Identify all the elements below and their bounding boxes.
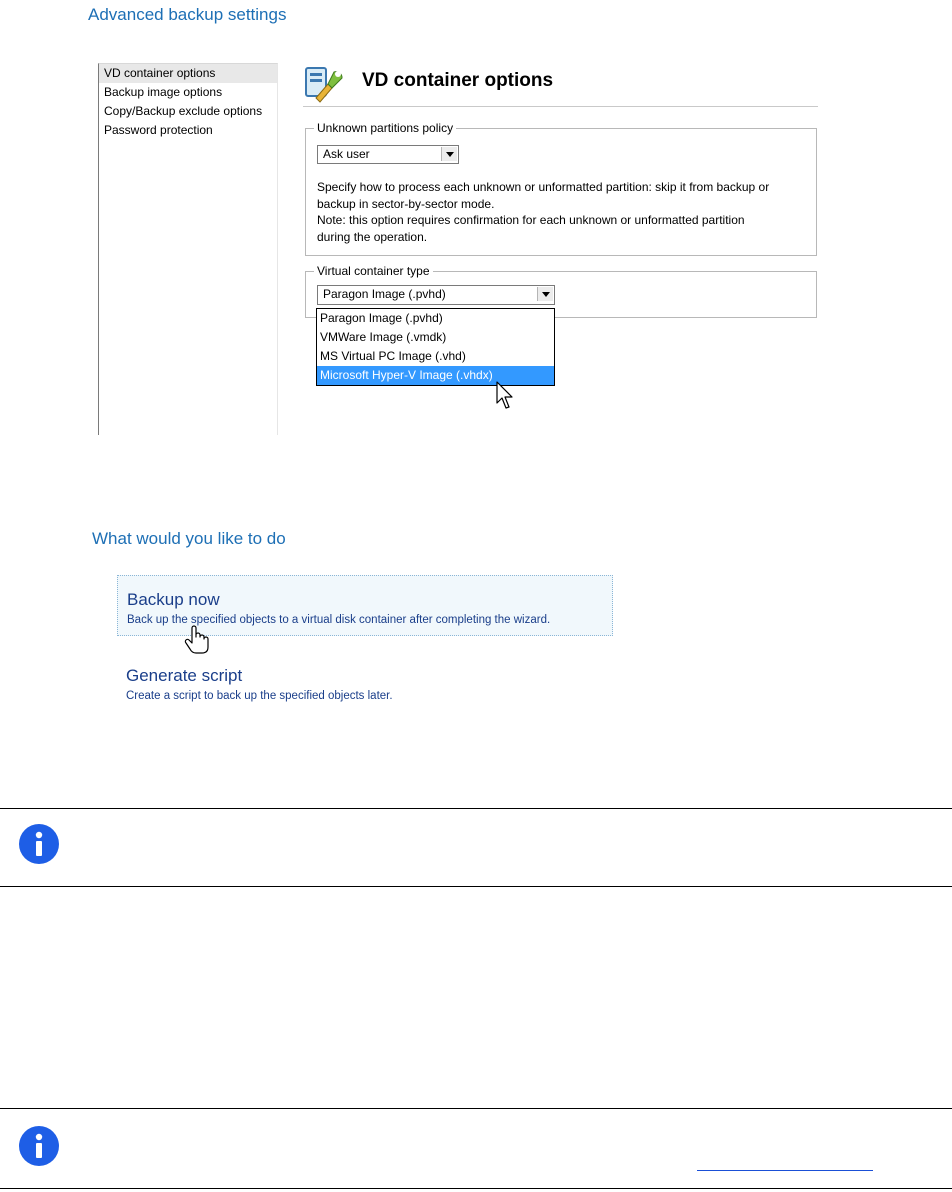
info-icon bbox=[18, 823, 60, 865]
backup-now-title: Backup now bbox=[127, 590, 220, 609]
info-icon bbox=[18, 1125, 60, 1167]
generate-script-option[interactable] bbox=[117, 664, 613, 710]
policy-description-line: Specify how to process each unknown or unformatted partition: skip it from backup or bbox=[317, 180, 770, 194]
policy-description-line: Note: this option requires confirmation for each unknown or unformatted partition bbox=[317, 213, 745, 227]
generate-script-title: Generate script bbox=[126, 666, 243, 685]
vd-container-icon bbox=[302, 62, 344, 104]
nav-item-vd-container-options[interactable]: VD container options bbox=[99, 64, 277, 83]
nav-item-backup-image-options[interactable]: Backup image options bbox=[104, 85, 223, 99]
arrow-cursor-icon bbox=[496, 381, 516, 411]
note-top-border bbox=[0, 808, 952, 809]
note-bottom-border bbox=[0, 1188, 952, 1189]
dropdown-option-vmdk[interactable]: VMWare Image (.vmdk) bbox=[320, 330, 447, 344]
policy-description-line: during the operation. bbox=[317, 229, 428, 244]
dropdown-option-pvhd[interactable]: Paragon Image (.pvhd) bbox=[320, 311, 443, 325]
nav-item-password-protection[interactable]: Password protection bbox=[104, 123, 213, 137]
dropdown-option-vhdx[interactable]: Microsoft Hyper-V Image (.vhdx) bbox=[317, 366, 554, 385]
chevron-down-icon[interactable] bbox=[441, 147, 457, 161]
settings-nav-list bbox=[98, 63, 278, 435]
unknown-partitions-policy-select[interactable] bbox=[317, 145, 459, 164]
backup-now-description: Back up the specified objects to a virtual disk container after completing the wizard. bbox=[127, 614, 551, 626]
panel-divider bbox=[303, 106, 818, 107]
virtual-container-type-select[interactable] bbox=[317, 285, 555, 305]
policy-description-line: backup in sector-by-sector mode. bbox=[317, 196, 495, 211]
chevron-down-icon[interactable] bbox=[537, 287, 553, 301]
unknown-partitions-group bbox=[305, 121, 817, 256]
policy-description bbox=[317, 179, 812, 245]
generate-script-description: Create a script to back up the specified objects later. bbox=[126, 690, 393, 702]
policy-select-value: Ask user bbox=[323, 147, 370, 161]
advanced-settings-heading: Advanced backup settings bbox=[88, 5, 287, 24]
unknown-partitions-legend: Unknown partitions policy bbox=[314, 121, 456, 135]
container-type-dropdown-list bbox=[316, 308, 555, 386]
hyperlink-underline[interactable] bbox=[697, 1170, 873, 1171]
container-select-value: Paragon Image (.pvhd) bbox=[323, 287, 446, 301]
dropdown-option-vhd[interactable]: MS Virtual PC Image (.vhd) bbox=[320, 349, 466, 363]
note-bottom-border bbox=[0, 886, 952, 887]
wizard-heading: What would you like to do bbox=[92, 529, 286, 548]
nav-item-copy-backup-exclude-options[interactable]: Copy/Backup exclude options bbox=[104, 104, 263, 118]
hand-cursor-icon bbox=[184, 625, 210, 655]
virtual-container-legend: Virtual container type bbox=[314, 264, 433, 278]
panel-title: VD container options bbox=[362, 70, 554, 91]
note-top-border bbox=[0, 1108, 952, 1109]
